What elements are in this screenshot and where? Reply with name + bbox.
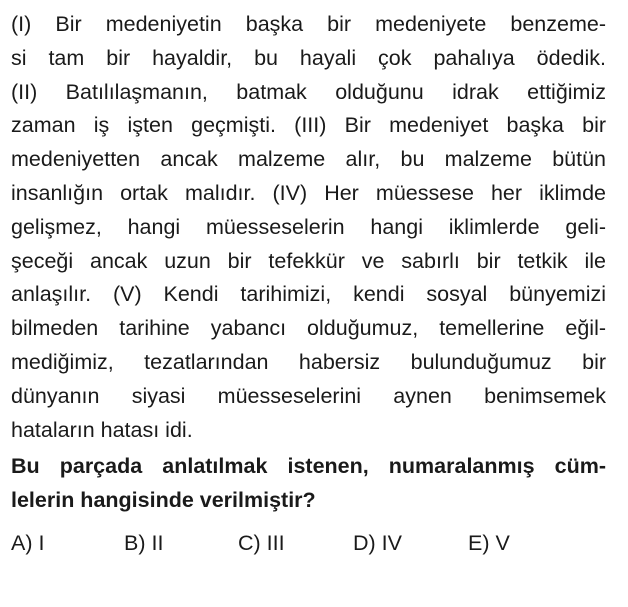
passage-line: dünyanın siyasi müesseselerini aynen benimsemek bbox=[11, 383, 606, 408]
passage-line: si tam bir hayaldir, bu hayali çok pahalıya ödedik. bbox=[11, 45, 606, 70]
passage-line: medeniyetten ancak malzeme alır, bu malzeme bütün bbox=[11, 147, 606, 172]
passage-line: mediğimiz, tezatlarından habersiz bulunduğumuz bir bbox=[11, 349, 606, 374]
question-stem bbox=[11, 449, 606, 517]
passage-line: anlaşılır. (V) Kendi tarihimizi, kendi sosyal bünyemizi bbox=[11, 282, 606, 307]
passage-text bbox=[11, 8, 606, 447]
passage-line: gelişmez, hangi müesseselerin hangi iklimlerde geli- bbox=[11, 214, 606, 239]
passage-line: (I) Bir medeniyetin başka bir medeniyete benzeme- bbox=[11, 12, 606, 36]
passage-line: (II) Batılılaşmanın, batmak olduğunu idrak ettiğimiz bbox=[11, 79, 606, 104]
option-c[interactable]: C) III bbox=[238, 531, 285, 556]
question-line: lelerin hangisinde verilmiştir? bbox=[11, 488, 316, 513]
passage-line: bilmeden tarihine yabancı olduğumuz, temellerine eğil- bbox=[11, 316, 606, 341]
passage-line: hataların hatası idi. bbox=[11, 417, 193, 442]
option-e[interactable]: E) V bbox=[468, 531, 510, 556]
passage-line: insanlığın ortak malıdır. (IV) Her müessese her iklimde bbox=[11, 180, 606, 205]
passage-line: şeceği ancak uzun bir tefekkür ve sabırlı bir tetkik ile bbox=[11, 248, 606, 273]
passage-line: zaman iş işten geçmişti. (III) Bir medeniyet başka bir bbox=[11, 113, 606, 138]
option-d[interactable]: D) IV bbox=[353, 531, 402, 556]
question-line: Bu parçada anlatılmak istenen, numaralanmış cüm- bbox=[11, 454, 606, 479]
answer-options bbox=[11, 531, 606, 565]
option-a[interactable]: A) I bbox=[11, 531, 45, 556]
option-b[interactable]: B) II bbox=[124, 531, 164, 556]
